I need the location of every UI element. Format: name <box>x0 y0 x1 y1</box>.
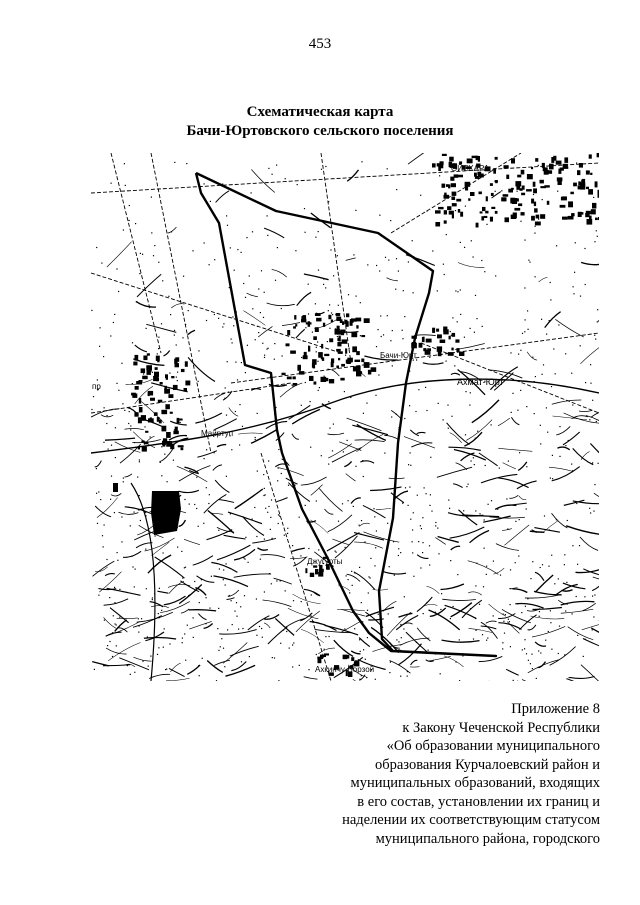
map-label-oiskhara: ОЙСХАРА <box>451 164 490 173</box>
appendix-line: образования Курчалоевский район и <box>374 756 600 773</box>
appendix-line: «Об образовании муниципального <box>386 738 600 754</box>
appendix-line: к Закону Чеченской Республики <box>402 719 600 736</box>
map-label-mayrtup: Майртуп <box>201 429 234 438</box>
appendix-line: муниципальных образований, входящих <box>350 775 600 791</box>
page-number: 453 <box>308 36 332 52</box>
map-label-bachi-yurt: Бачи-Юрт <box>380 351 417 360</box>
appendix-line: Приложение 8 <box>511 701 600 717</box>
forest-patch <box>151 491 181 535</box>
title-line-1: Схематическая карта <box>246 104 394 120</box>
map-canvas <box>91 153 599 681</box>
appendix-line: наделении их соответствующим статусом <box>342 812 600 828</box>
map-title <box>0 103 640 141</box>
map-label-dzhugurty: Джугурты <box>307 557 343 566</box>
appendix-note <box>180 700 600 848</box>
map-label-left-edge: пр <box>92 382 101 391</box>
black-marker <box>113 483 118 492</box>
map-label-akhkinchu-borzoi: Ахкинчу-Борзой <box>315 665 375 674</box>
map-label-akhmat-yurt: Ахмат-Юрт <box>457 377 504 387</box>
appendix-line: в его состав, установлении их границ и <box>357 793 600 810</box>
appendix-line: муниципального района, городского <box>375 830 600 847</box>
title-line-2: Бачи-Юртовского сельского поселения <box>186 123 454 139</box>
schematic-map <box>91 153 599 681</box>
